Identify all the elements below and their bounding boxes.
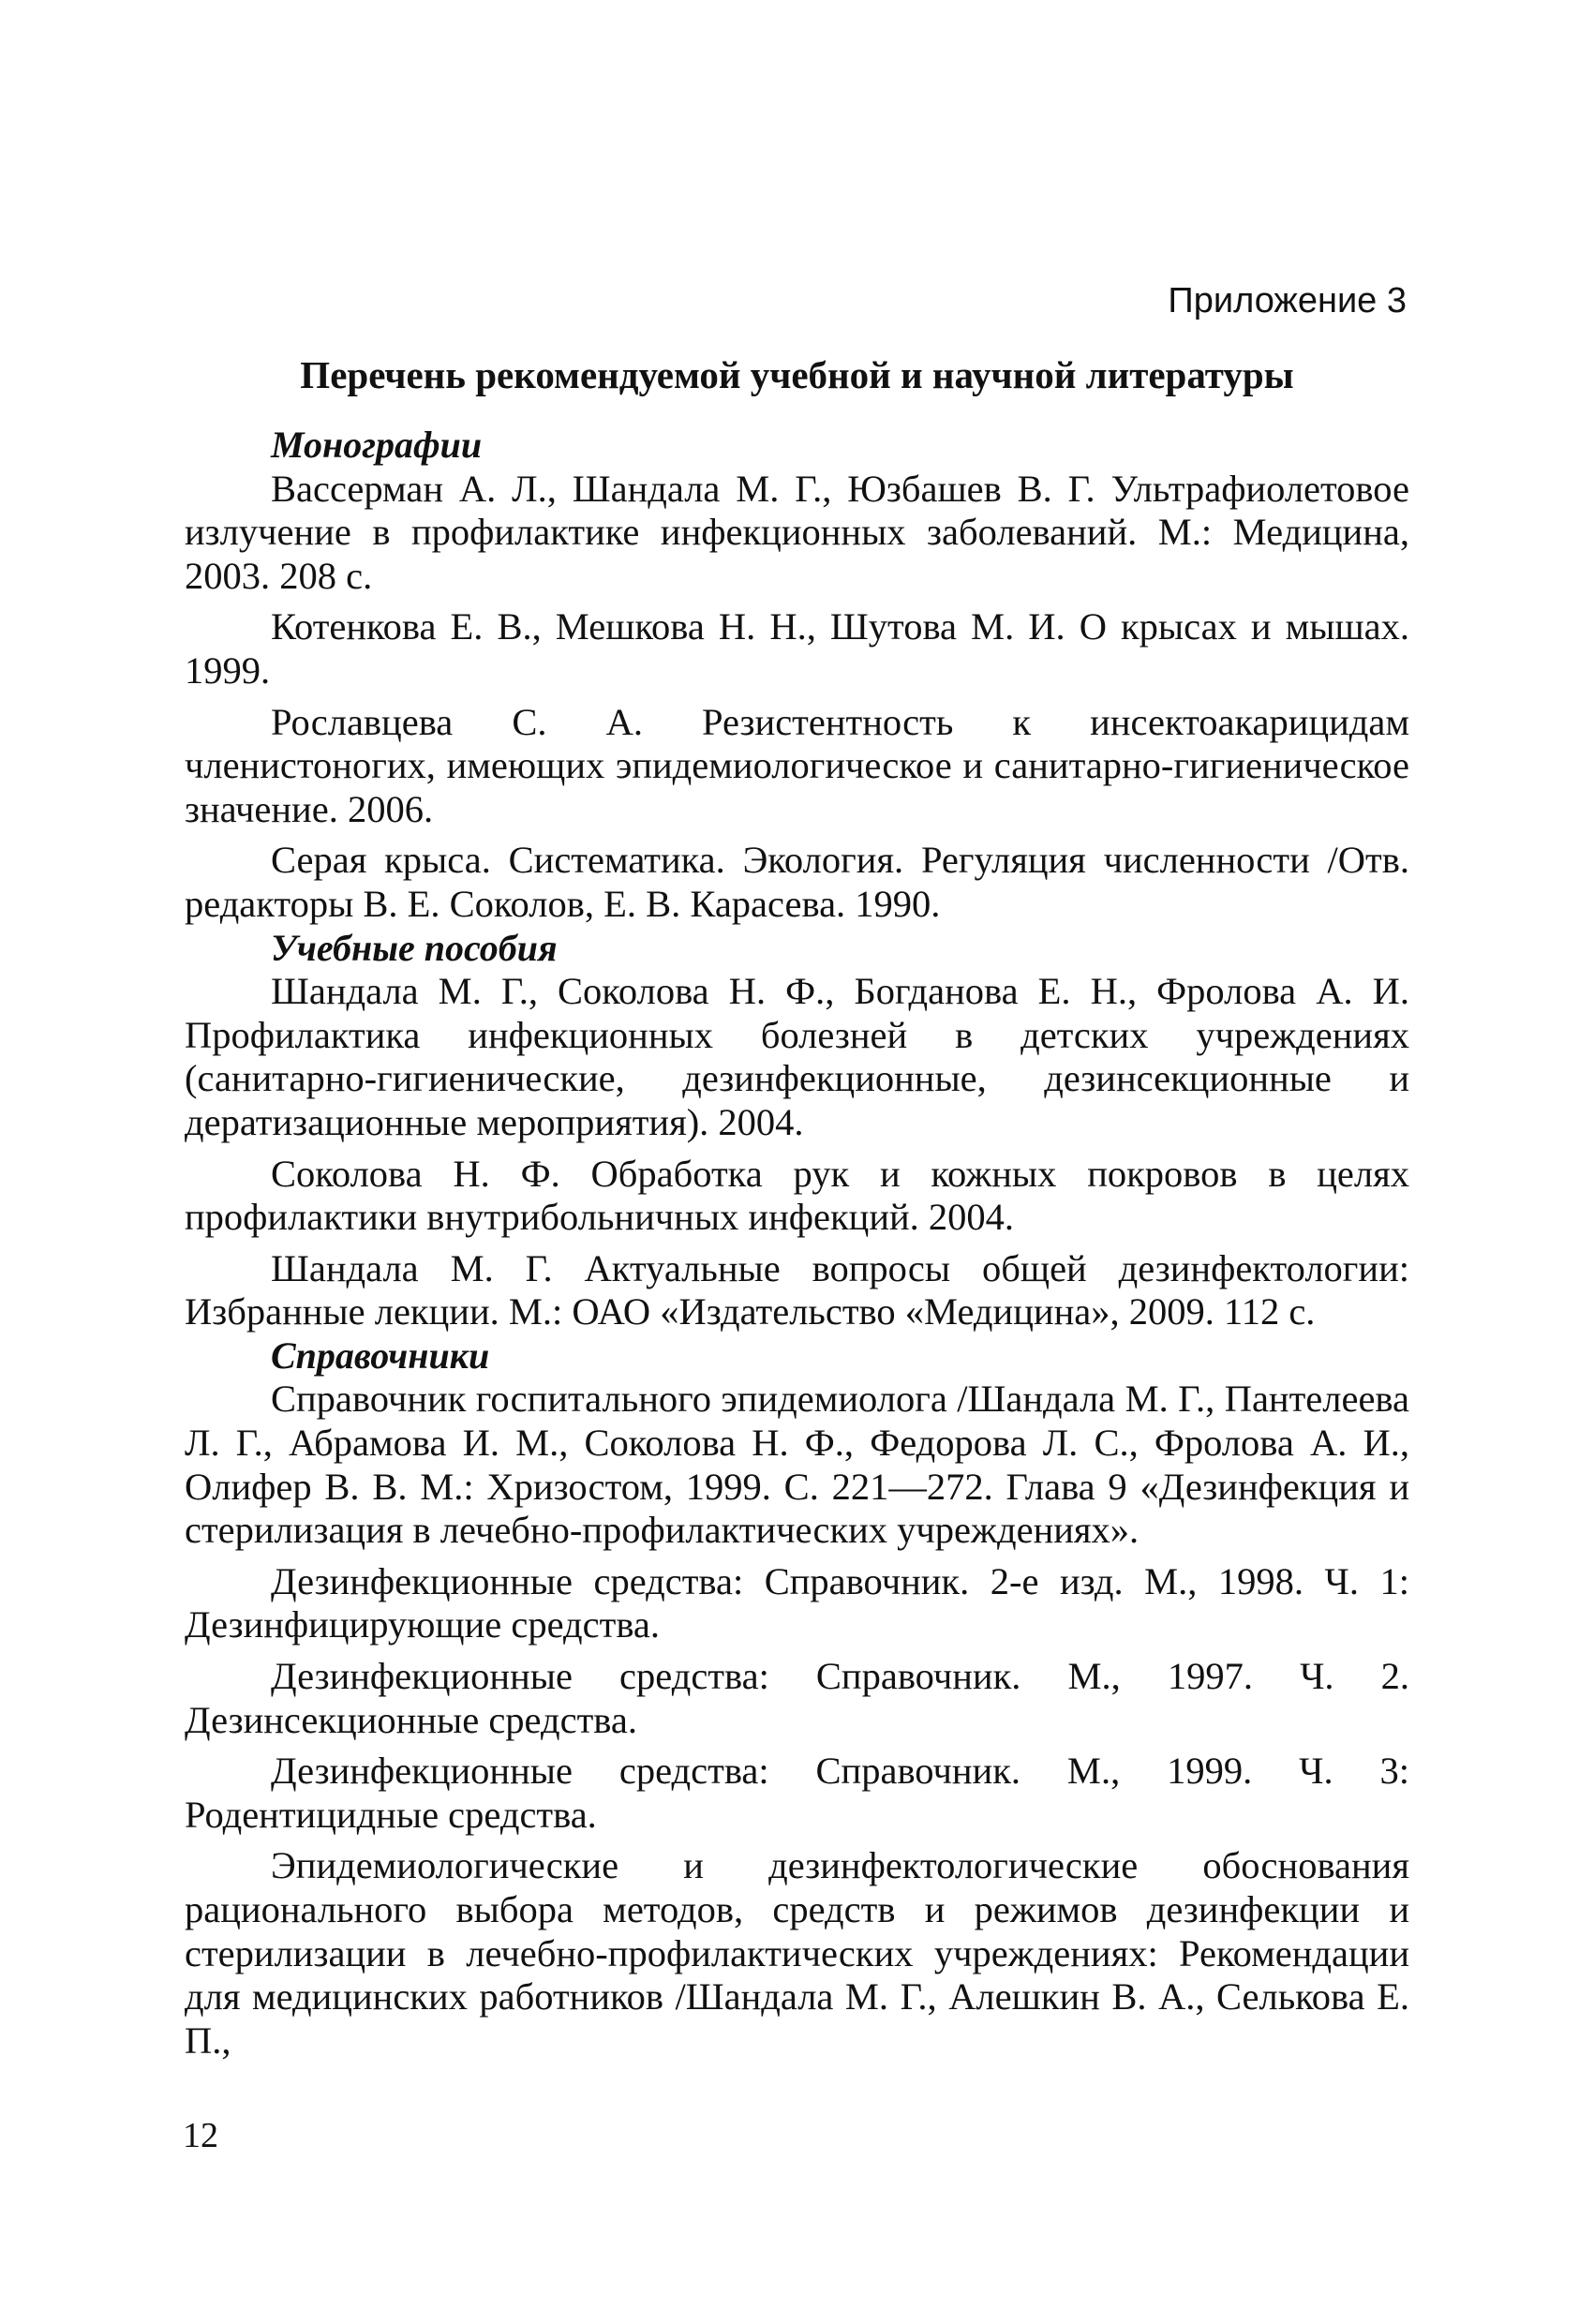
page-title: Перечень рекомендуемой учебной и научной литературы: [300, 353, 1294, 396]
reference-item: Справочник госпитального эпидемиолога /Шандала М. Г., Пантелеева Л. Г., Абрамова И. М., Соколова Н. Ф., Федорова Л. С., Фролова А. И., Олифер В. В. М.: Хризостом, 1999. С. 221—272. Глава 9 «Дезинфекция и стерилизация в лечебно-профилактических учреждениях».: [185, 1378, 1409, 1552]
appendix-label: Приложение 3: [1168, 281, 1407, 320]
section-heading-reference-books: Справочники: [271, 1333, 490, 1377]
reference-item: Серая крыса. Систематика. Экология. Регуляция численности /Отв. редакторы В. Е. Соколов, Е. В. Карасева. 1990.: [185, 839, 1409, 925]
reference-item: Дезинфекционные средства: Справочник. М., 1999. Ч. 3: Родентицидные средства.: [185, 1750, 1409, 1836]
reference-item: Рославцева С. А. Резистентность к инсектоакарицидам членистоногих, имеющих эпидемиологическое и санитарно-гигиеническое значение. 2006.: [185, 700, 1409, 830]
page-number: 12: [183, 2116, 218, 2155]
reference-item: Дезинфекционные средства: Справочник. М., 1997. Ч. 2. Дезинсекционные средства.: [185, 1655, 1409, 1741]
reference-item: Шандала М. Г. Актуальные вопросы общей дезинфектологии: Избранные лекции. М.: ОАО «Издательство «Медицина», 2009. 112 с.: [185, 1246, 1409, 1333]
section-heading-monographs: Монографии: [271, 424, 483, 466]
reference-item: Вассерман А. Л., Шандала М. Г., Юзбашев В. Г. Ультрафиолетовое излучение в профилактике инфекционных заболеваний. М.: Медицина, 2003. 208 с.: [185, 467, 1409, 597]
literature-list: [185, 424, 1409, 2063]
reference-item: Соколова Н. Ф. Обработка рук и кожных покровов в целях профилактики внутрибольничных инфекций. 2004.: [185, 1152, 1409, 1239]
reference-item: Эпидемиологические и дезинфектологические обоснования рационального выбора методов, средств и режимов дезинфекции и стерилизации в лечебно-профилактических учреждениях: Рекомендации для медицинских работников /Шандала М. Г., Алешкин В. А., Селькова Е. П.,: [185, 1844, 1409, 2062]
section-heading-textbooks: Учебные пособия: [271, 926, 558, 969]
reference-item: Дезинфекционные средства: Справочник. 2-е изд. М., 1998. Ч. 1: Дезинфицирующие средства.: [185, 1559, 1409, 1646]
reference-item: Шандала М. Г., Соколова Н. Ф., Богданова Е. Н., Фролова А. И. Профилактика инфекционных болезней в детских учреждениях (санитарно-гигиенические, дезинфекционные, дезинсекционные и дератизационные мероприятия). 2004.: [185, 970, 1409, 1143]
reference-item: Котенкова Е. В., Мешкова Н. Н., Шутова М. И. О крысах и мышах. 1999.: [185, 605, 1409, 692]
